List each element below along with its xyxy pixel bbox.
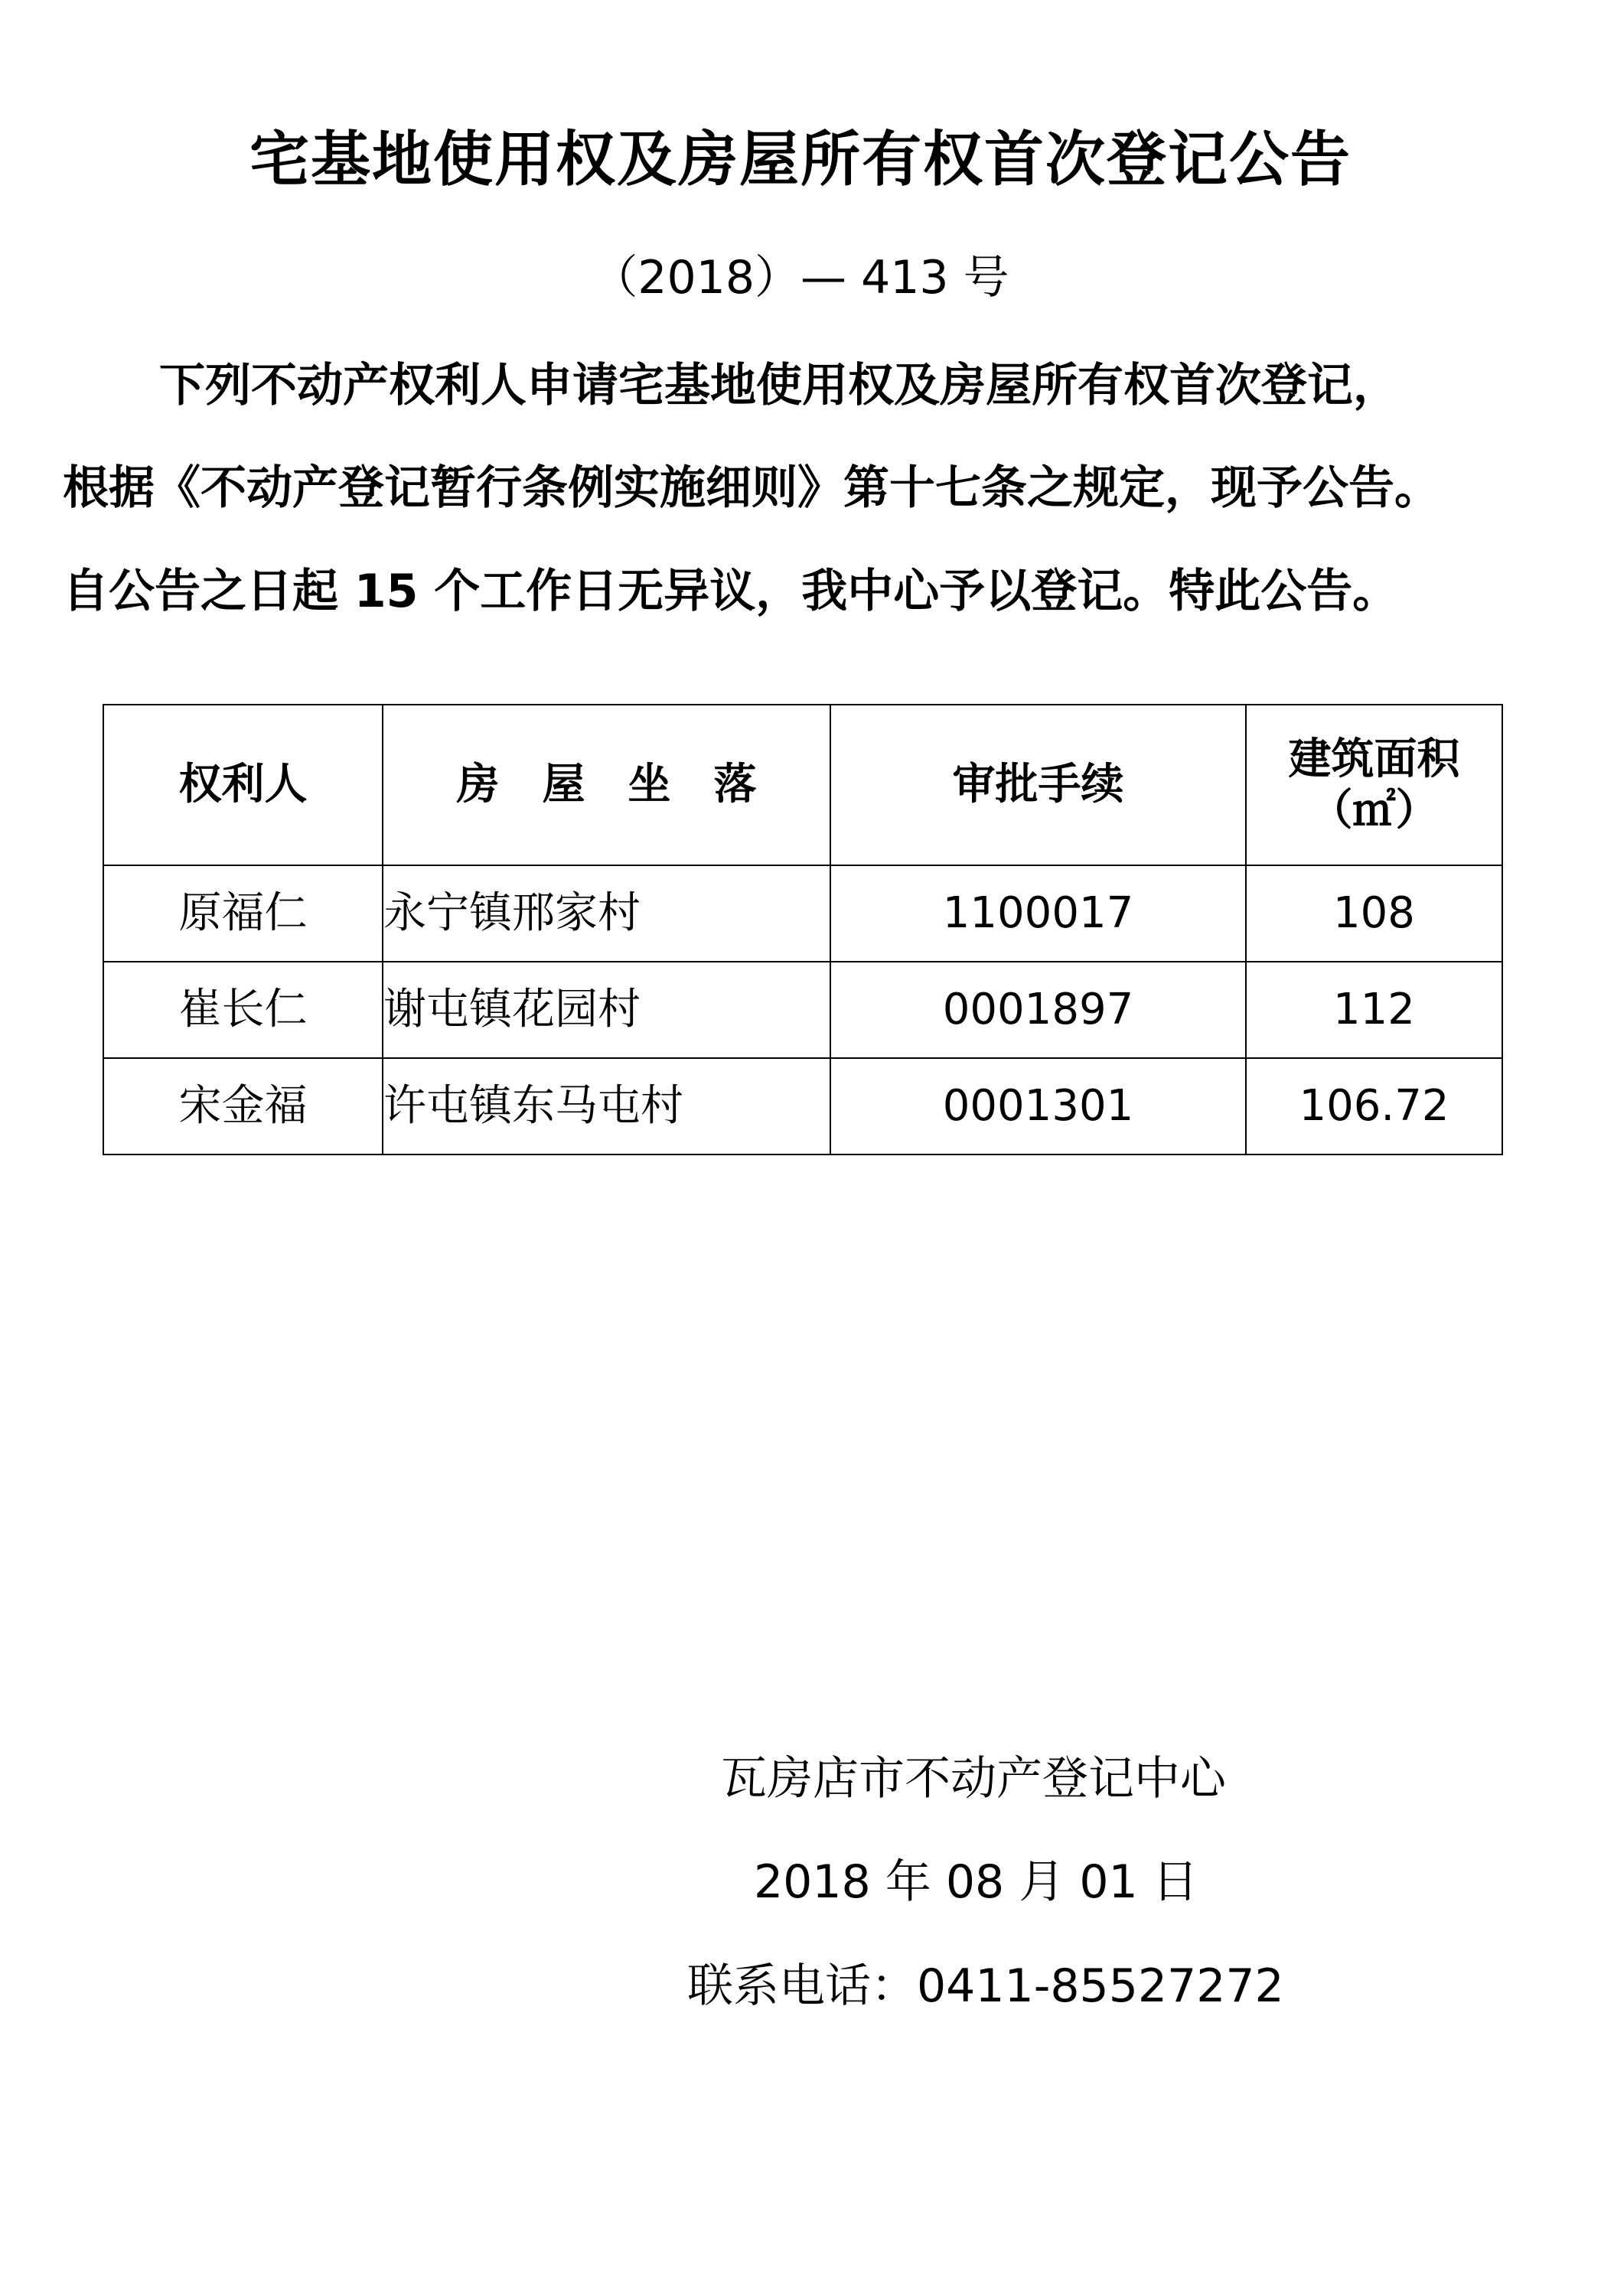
cell-approval: 0001897 — [830, 962, 1246, 1058]
cell-holder: 崔长仁 — [103, 962, 383, 1058]
cell-area: 112 — [1246, 962, 1502, 1058]
cell-location: 永宁镇邢家村 — [383, 865, 830, 962]
table-row — [103, 865, 1502, 962]
header-approval: 审批手续 — [830, 705, 1246, 865]
header-holder: 权利人 — [103, 705, 383, 865]
body-line-2: 根据《不动产登记暂行条例实施细则》第十七条之规定，现予公告。 — [63, 461, 1440, 515]
table-header-row — [103, 705, 1502, 865]
body-line-3: 自公告之日起 15 个工作日无异议，我中心予以登记。特此公告。 — [63, 565, 1399, 618]
registration-table — [103, 704, 1503, 1155]
cell-holder: 宋金福 — [103, 1058, 383, 1155]
cell-location: 许屯镇东马屯村 — [383, 1058, 830, 1155]
body-line-1: 下列不动产权利人申请宅基地使用权及房屋所有权首次登记， — [159, 359, 1399, 412]
cell-location: 谢屯镇花园村 — [383, 962, 830, 1058]
cell-approval: 1100017 — [830, 865, 1246, 962]
header-area-unit: （㎡） — [1309, 786, 1439, 835]
header-location: 房 屋 坐 落 — [383, 705, 830, 865]
notice-title: 宅基地使用权及房屋所有权首次登记公告 — [249, 125, 1352, 194]
contact-phone: 联系电话：0411-85527272 — [687, 1959, 1284, 2013]
cell-area: 106.72 — [1246, 1058, 1502, 1155]
issuer-name: 瓦房店市不动产登记中心 — [721, 1752, 1226, 1806]
header-area — [1246, 705, 1502, 865]
cell-holder: 原福仁 — [103, 865, 383, 962]
table-row — [103, 962, 1502, 1058]
cell-approval: 0001301 — [830, 1058, 1246, 1155]
document-number: （2018）— 413 号 — [592, 251, 1009, 305]
header-area-label: 建筑面积 — [1288, 734, 1460, 784]
table-row — [103, 1058, 1502, 1155]
cell-area: 108 — [1246, 865, 1502, 962]
issue-date: 2018 年 08 月 01 日 — [754, 1855, 1198, 1909]
